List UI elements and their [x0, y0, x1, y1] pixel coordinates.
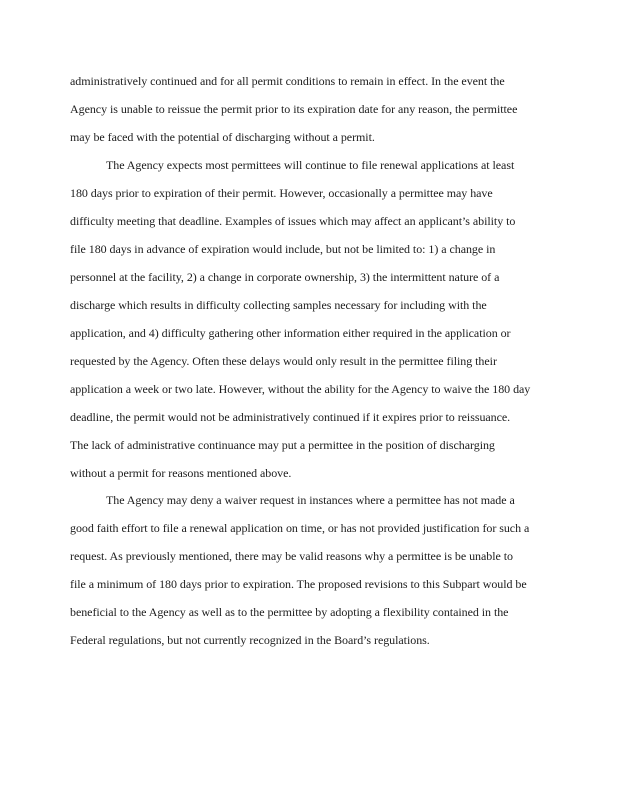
body-text-line: Federal regulations, but not currently recognized in the Board’s regulations.: [70, 633, 430, 647]
body-text-line: The Agency expects most permittees will continue to file renewal applications at least: [106, 158, 515, 172]
body-text-line: The lack of administrative continuance may put a permittee in the position of discharging: [70, 438, 495, 452]
body-text-line: administratively continued and for all permit conditions to remain in effect. In the event the: [70, 74, 505, 88]
body-text-line: file 180 days in advance of expiration would include, but not be limited to: 1) a change in: [70, 242, 496, 256]
body-text-line: may be faced with the potential of discharging without a permit.: [70, 130, 375, 144]
body-text-line: discharge which results in difficulty collecting samples necessary for including with the: [70, 298, 487, 312]
body-text-line: beneficial to the Agency as well as to the permittee by adopting a flexibility contained in the: [70, 605, 509, 619]
body-text-line: without a permit for reasons mentioned above.: [70, 466, 292, 480]
body-text-line: application a week or two late. However, without the ability for the Agency to waive the 180 day: [70, 382, 531, 396]
body-text-line: Agency is unable to reissue the permit prior to its expiration date for any reason, the permittee: [70, 102, 518, 116]
body-text-line: The Agency may deny a waiver request in instances where a permittee has not made a: [106, 493, 515, 507]
body-text-line: personnel at the facility, 2) a change in corporate ownership, 3) the intermittent nature of a: [70, 270, 500, 284]
body-text-line: application, and 4) difficulty gathering other information either required in the application or: [70, 326, 511, 340]
body-text-line: good faith effort to file a renewal application on time, or has not provided justification for such a: [70, 521, 530, 535]
body-text-line: file a minimum of 180 days prior to expiration. The proposed revisions to this Subpart would be: [70, 577, 527, 591]
body-text-line: request. As previously mentioned, there may be valid reasons why a permittee is be unable to: [70, 549, 513, 563]
body-text-line: deadline, the permit would not be administratively continued if it expires prior to reissuance.: [70, 410, 511, 424]
body-text-line: difficulty meeting that deadline. Examples of issues which may affect an applicant’s ability to: [70, 214, 516, 228]
body-text-line: 180 days prior to expiration of their permit. However, occasionally a permittee may have: [70, 186, 493, 200]
body-text-line: requested by the Agency. Often these delays would only result in the permittee filing their: [70, 354, 497, 368]
